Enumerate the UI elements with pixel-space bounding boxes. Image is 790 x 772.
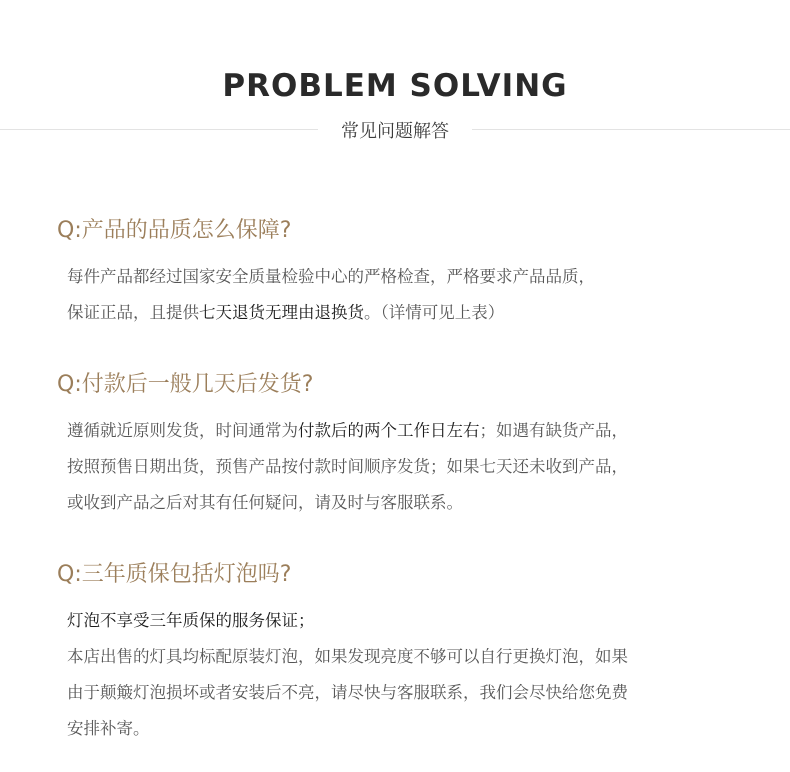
highlight-shipping-time: 付款后的两个工作日左右 [298, 421, 480, 440]
faq-answer-shipping [67, 413, 628, 521]
answer-line [67, 603, 628, 639]
answer-line: 每件产品都经过国家安全质量检验中心的严格检查，严格要求产品品质， [67, 267, 595, 286]
faq-question-warranty: Q:三年质保包括灯泡吗? [57, 562, 292, 587]
answer-line: 由于颠簸灯泡损坏或者安装后不亮，请尽快与客服联系，我们会尽快给您免费 [67, 683, 628, 702]
answer-line: 安排补寄。 [67, 719, 150, 738]
faq-answer-quality [67, 259, 595, 331]
page-subtitle: 常见问题解答 [341, 121, 449, 142]
faq-question-quality: Q:产品的品质怎么保障? [57, 218, 292, 243]
faq-question-shipping: Q:付款后一般几天后发货? [57, 372, 314, 397]
highlight-warranty-exclusion: 灯泡不享受三年质保的服务保证； [67, 611, 315, 630]
divider-right [472, 129, 790, 130]
answer-line: 或收到产品之后对其有任何疑问，请及时与客服联系。 [67, 493, 463, 512]
faq-answer-warranty [67, 603, 628, 747]
answer-line: 保证正品，且提供七天退货无理由退换货。（详情可见上表） [67, 303, 505, 322]
answer-line: 按照预售日期出货，预售产品按付款时间顺序发货；如果七天还未收到产品， [67, 457, 628, 476]
answer-line: 遵循就近原则发货，时间通常为付款后的两个工作日左右；如遇有缺货产品， [67, 421, 628, 440]
answer-line: 本店出售的灯具均标配原装灯泡，如果发现亮度不够可以自行更换灯泡，如果 [67, 647, 628, 666]
highlight-return-policy: 七天退货无理由退换货 [199, 303, 364, 322]
divider-left [0, 129, 318, 130]
page-title: PROBLEM SOLVING [222, 68, 568, 104]
